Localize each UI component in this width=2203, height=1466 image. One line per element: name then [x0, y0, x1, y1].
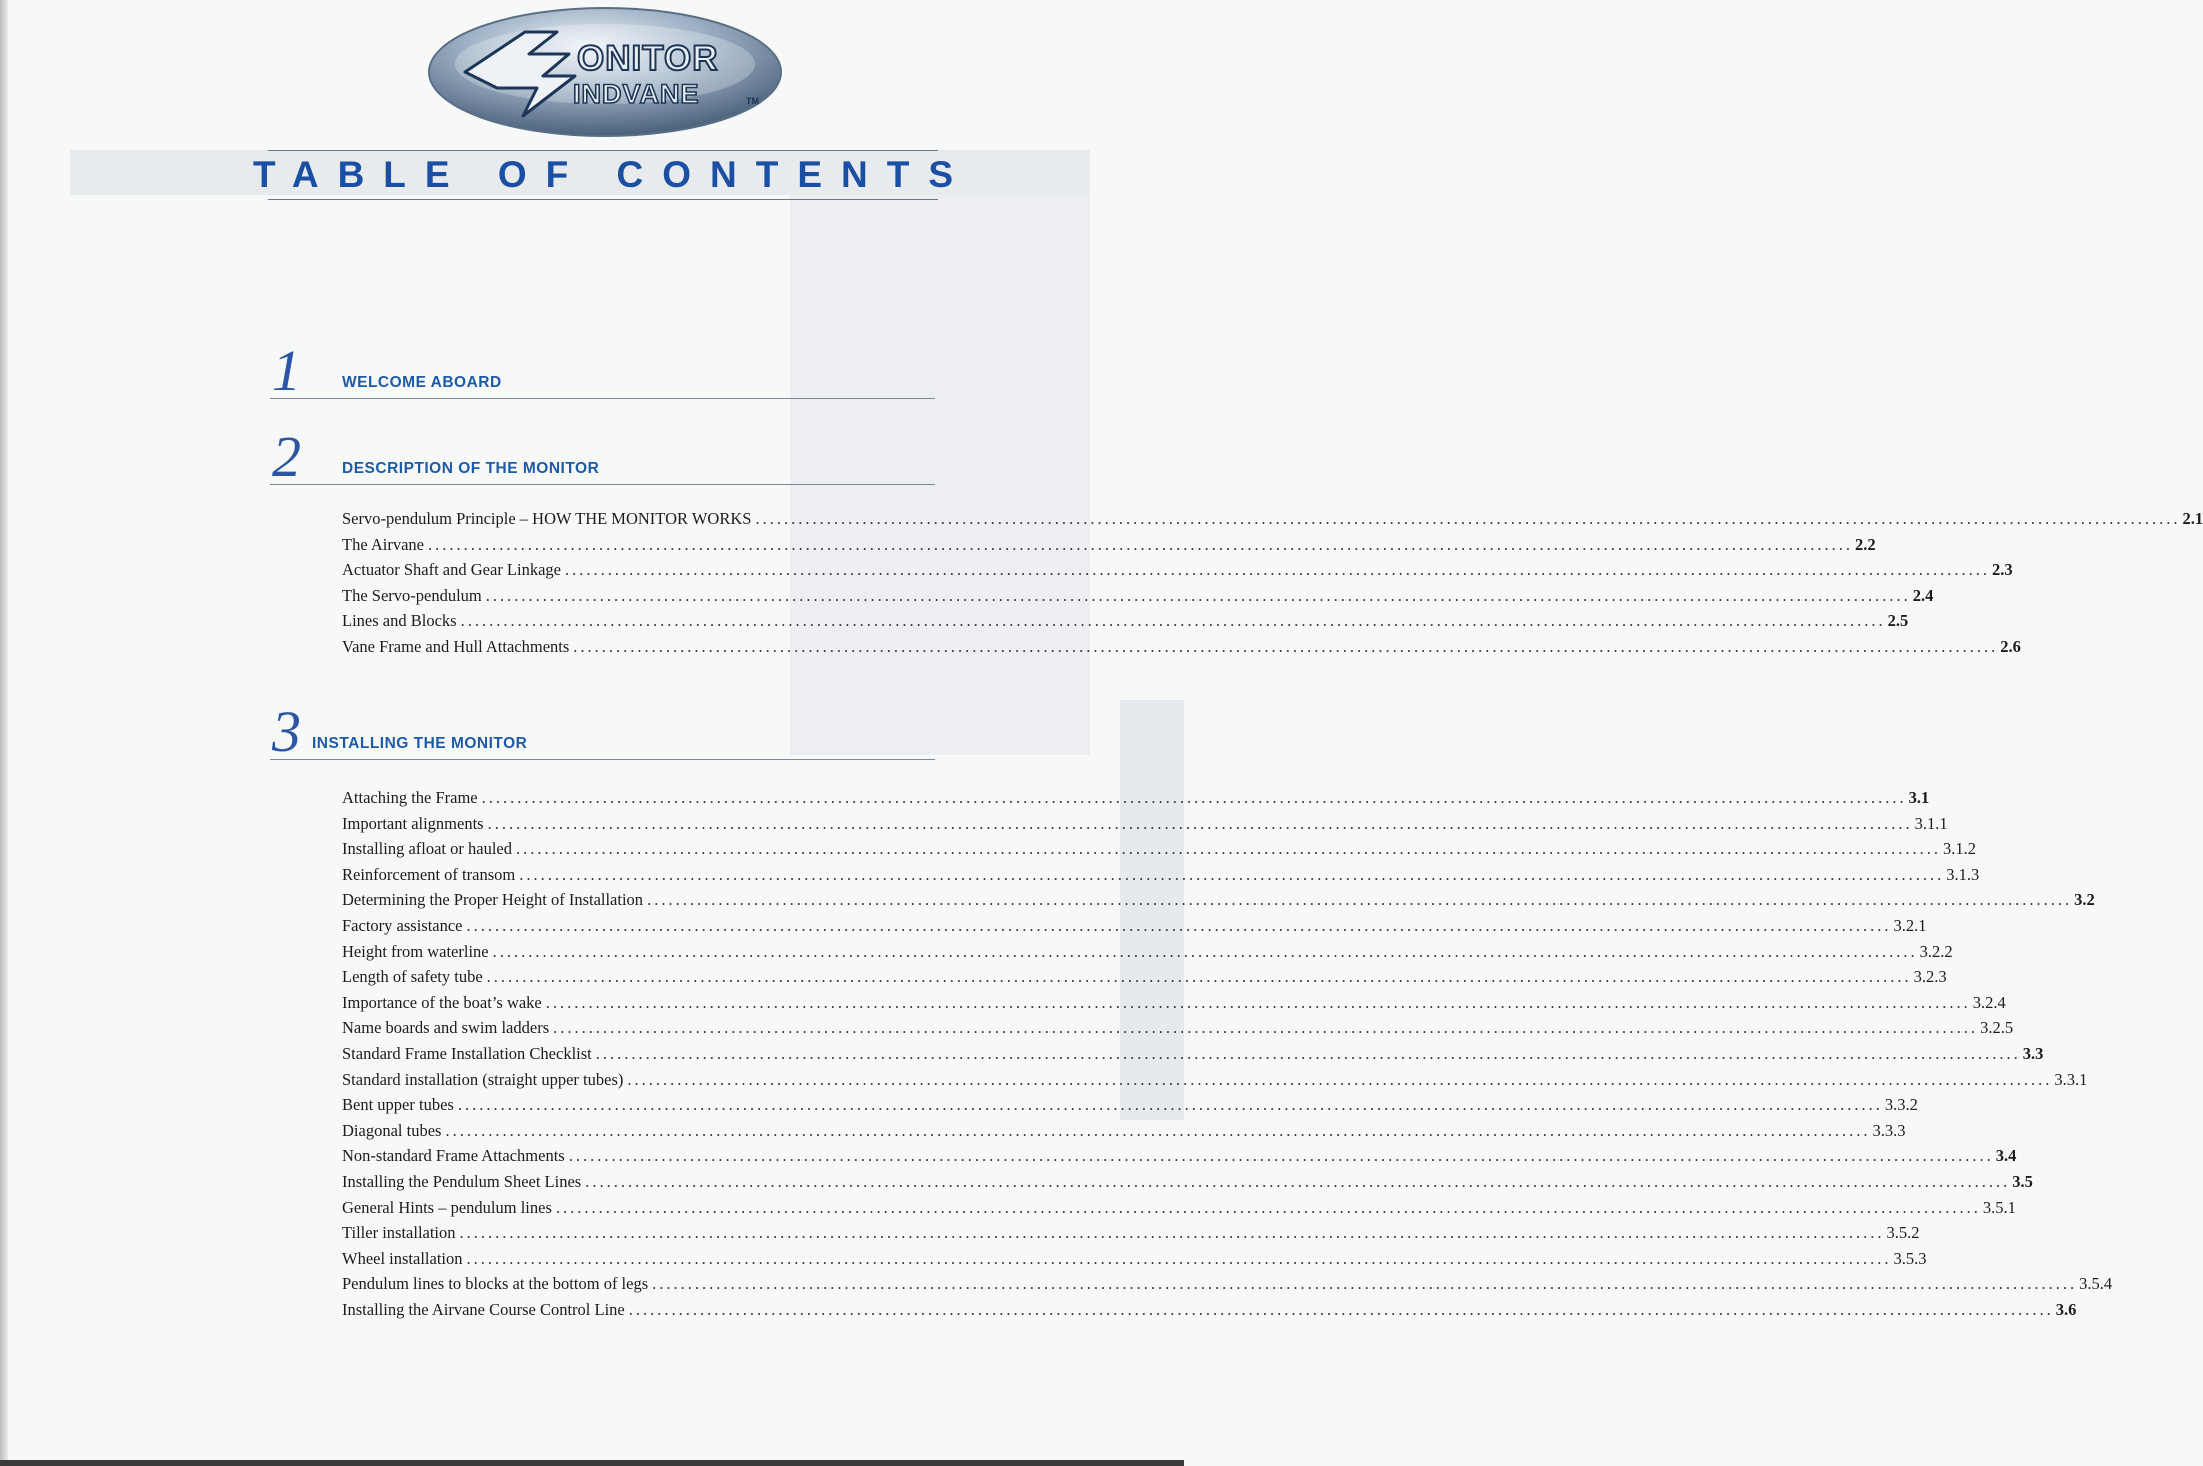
toc-entry — [342, 939, 1953, 965]
toc-entry-page: 3.5.4 — [2079, 1274, 2113, 1294]
toc-entry-page: 2.5 — [1887, 611, 1909, 631]
toc-entry-page: 3.3.3 — [1872, 1120, 1906, 1140]
toc-entry — [342, 608, 1909, 634]
toc-entry — [342, 1271, 2113, 1297]
toc-entry-page: 3.3 — [2022, 1043, 2044, 1063]
toc-entry-label: Installing the Pendulum Sheet Lines — [342, 1171, 582, 1191]
dot-leader: ........................................................................................................................................................................................................ — [459, 1223, 1885, 1243]
toc-entry — [342, 583, 1934, 609]
chapter-3-entries — [342, 785, 2113, 1322]
toc-entry — [342, 1041, 2044, 1067]
dot-leader: ........................................................................................................................................................................................................ — [516, 839, 1941, 859]
monitor-windvane-logo — [425, 4, 785, 156]
toc-entry-page: 3.4 — [1995, 1146, 2017, 1166]
chapter-1-heading — [270, 338, 935, 403]
toc-entry — [342, 887, 2095, 913]
dot-leader: ........................................................................................................................................................................................................ — [466, 1248, 1892, 1268]
toc-entry — [342, 532, 1876, 558]
dot-leader: ........................................................................................................................................................................................................ — [460, 611, 1886, 631]
dot-leader: ........................................................................................................................................................................................................ — [545, 992, 1971, 1012]
page-title-text: TABLE OF CONTENTS — [253, 154, 973, 195]
dot-leader: ........................................................................................................................................................................................................ — [628, 1299, 2054, 1319]
toc-entry-label: Importance of the boat’s wake — [342, 992, 542, 1012]
toc-entry — [342, 785, 1930, 811]
dot-leader: ........................................................................................................................................................................................................ — [428, 534, 1854, 554]
toc-entry-label: Determining the Proper Height of Installation — [342, 890, 644, 910]
toc-entry — [342, 506, 2203, 532]
toc-entry — [342, 1118, 1906, 1144]
toc-entry-page: 3.2.3 — [1913, 967, 1947, 987]
toc-entry-page: 3.2.4 — [1972, 992, 2006, 1012]
toc-entry — [342, 913, 1927, 939]
toc-entry — [342, 811, 1948, 837]
dot-leader: ........................................................................................................................................................................................................ — [519, 864, 1945, 884]
toc-entry-label: Reinforcement of transom — [342, 864, 516, 884]
toc-entry-page: 3.5.3 — [1893, 1248, 1927, 1268]
toc-entry-page: 3.2.2 — [1919, 941, 1953, 961]
dot-leader: ........................................................................................................................................................................................................ — [568, 1146, 1994, 1166]
toc-entry-label: Tiller installation — [342, 1223, 456, 1243]
toc-entry-label: Name boards and swim ladders — [342, 1018, 550, 1038]
toc-entry-page: 3.1.3 — [1946, 864, 1980, 884]
chapter-number: 3 — [272, 699, 301, 764]
toc-entry-page: 3.3.1 — [2054, 1069, 2088, 1089]
toc-entry-label: Non-standard Frame Attachments — [342, 1146, 565, 1166]
toc-entry — [342, 1067, 2088, 1093]
chapter-2-entries — [342, 506, 2203, 660]
dot-leader: ........................................................................................................................................................................................................ — [647, 890, 2073, 910]
chapter-title: INSTALLING THE MONITOR — [312, 735, 528, 752]
toc-entry-label: Servo-pendulum Principle – HOW THE MONITOR WORKS — [342, 509, 752, 528]
dot-leader: ........................................................................................................................................................................................................ — [445, 1120, 1871, 1140]
toc-entry — [342, 1220, 1920, 1246]
toc-entry-label: Installing afloat or hauled — [342, 839, 512, 859]
toc-entry-label: Length of safety tube — [342, 967, 483, 987]
dot-leader: ........................................................................................................................................................................................................ — [457, 1095, 1883, 1115]
toc-entry-label: The Airvane — [342, 534, 425, 554]
dot-leader: ........................................................................................................................................................................................................ — [627, 1069, 2053, 1089]
toc-entry-page: 3.5.2 — [1886, 1223, 1920, 1243]
toc-entry — [342, 1092, 1918, 1118]
logo-line1: ONITOR — [577, 39, 719, 78]
toc-entry — [342, 557, 2013, 583]
toc-entry-label: Wheel installation — [342, 1248, 463, 1268]
page-title — [253, 150, 973, 200]
toc-entry-label: Important alignments — [342, 813, 484, 833]
toc-entry — [342, 1169, 2033, 1195]
toc-entry-page: 3.6 — [2055, 1299, 2077, 1319]
logo-trademark: TM — [746, 96, 759, 106]
toc-entry-page: 3.5 — [2012, 1171, 2033, 1191]
toc-entry-label: Lines and Blocks — [342, 611, 457, 631]
toc-entry-label: Pendulum lines to blocks at the bottom of legs — [342, 1274, 649, 1294]
chapter-title: WELCOME ABOARD — [342, 374, 502, 391]
dot-leader: ........................................................................................................................................................................................................ — [555, 1197, 1981, 1217]
page-bottom-edge — [0, 1460, 1184, 1466]
dot-leader: ........................................................................................................................................................................................................ — [466, 915, 1892, 935]
toc-entry-page: 3.2.5 — [1980, 1018, 2014, 1038]
dot-leader: ........................................................................................................................................................................................................ — [553, 1018, 1979, 1038]
toc-entry — [342, 836, 1976, 862]
dot-leader: ........................................................................................................................................................................................................ — [755, 509, 2181, 528]
toc-entry-page: 3.3.2 — [1884, 1095, 1918, 1115]
dot-leader: ........................................................................................................................................................................................................ — [652, 1274, 2078, 1294]
chapter-number: 1 — [272, 338, 301, 403]
page-binding-edge — [0, 0, 8, 1466]
toc-entry-page: 3.5.1 — [1982, 1197, 2016, 1217]
toc-entry-label: Diagonal tubes — [342, 1120, 442, 1140]
logo-line2: INDVANE — [573, 79, 700, 109]
toc-entry-page: 2.1 — [2182, 509, 2203, 528]
toc-entry-label: General Hints – pendulum lines — [342, 1197, 552, 1217]
toc-entry-page: 3.1 — [1908, 788, 1930, 807]
toc-entry-label: Standard installation (straight upper tubes) — [342, 1069, 624, 1089]
dot-leader: ........................................................................................................................................................................................................ — [585, 1171, 2011, 1191]
toc-entry-page: 3.2 — [2074, 890, 2095, 910]
toc-entry-label: Standard Frame Installation Checklist — [342, 1043, 592, 1063]
toc-entry — [342, 634, 2021, 660]
chapter-2-heading — [270, 424, 935, 489]
dot-leader: ........................................................................................................................................................................................................ — [565, 560, 1990, 580]
toc-entry-label: Installing the Airvane Course Control Line — [342, 1299, 625, 1319]
toc-entry-label: Actuator Shaft and Gear Linkage — [342, 560, 561, 580]
toc-entry-page: 2.4 — [1912, 585, 1934, 605]
toc-entry-label: The Servo-pendulum — [342, 585, 482, 605]
toc-entry-label: Factory assistance — [342, 915, 463, 935]
toc-entry — [342, 862, 1980, 888]
toc-entry — [342, 964, 1947, 990]
toc-entry — [342, 1143, 2017, 1169]
toc-entry-page: 3.1.2 — [1943, 839, 1976, 859]
toc-entry-page: 2.6 — [2000, 636, 2021, 656]
toc-entry — [342, 1297, 2077, 1323]
toc-entry-page: 2.3 — [1992, 560, 2013, 580]
toc-entry-page: 2.2 — [1855, 534, 1876, 554]
toc-entry — [342, 1015, 2014, 1041]
dot-leader: ........................................................................................................................................................................................................ — [573, 636, 1999, 656]
chapter-number: 2 — [272, 424, 301, 489]
toc-entry-label: Vane Frame and Hull Attachments — [342, 636, 570, 656]
toc-entry — [342, 1246, 1927, 1272]
toc-entry-label: Height from waterline — [342, 941, 489, 961]
toc-entry-label: Bent upper tubes — [342, 1095, 454, 1115]
toc-entry-page: 3.1.1 — [1914, 813, 1948, 833]
toc-entry-label: Attaching the Frame — [342, 788, 478, 807]
dot-leader: ........................................................................................................................................................................................................ — [595, 1043, 2021, 1063]
dot-leader: ........................................................................................................................................................................................................ — [481, 788, 1907, 807]
chapter-3-heading — [270, 699, 935, 764]
toc-entry — [342, 1195, 2016, 1221]
toc-entry-page: 3.2.1 — [1893, 915, 1927, 935]
toc-entry — [342, 990, 2006, 1016]
dot-leader: ........................................................................................................................................................................................................ — [487, 813, 1913, 833]
dot-leader: ........................................................................................................................................................................................................ — [486, 967, 1912, 987]
chapter-title: DESCRIPTION OF THE MONITOR — [342, 460, 600, 477]
dot-leader: ........................................................................................................................................................................................................ — [485, 585, 1911, 605]
dot-leader: ........................................................................................................................................................................................................ — [492, 941, 1918, 961]
